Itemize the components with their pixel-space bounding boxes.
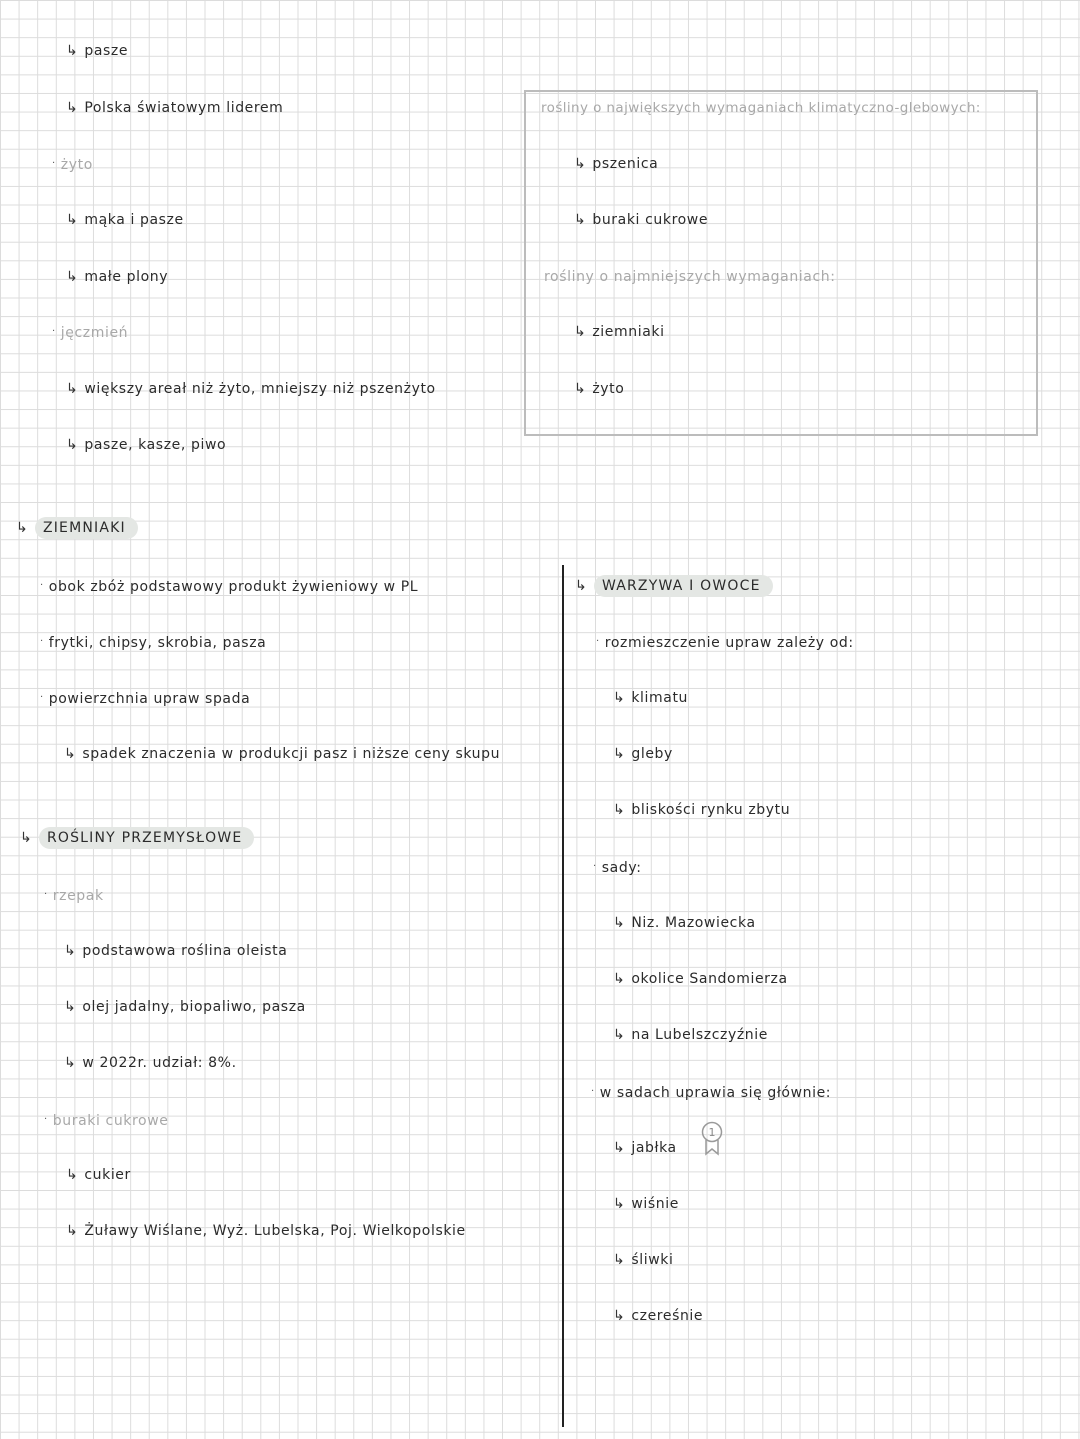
section-title: ↳ WARZYWA I OWOCE: [575, 577, 773, 595]
section-heading: · buraki cukrowe: [44, 1113, 169, 1129]
arrow-icon: ↳: [66, 269, 79, 285]
arrow-icon: ↳: [574, 156, 587, 172]
list-item: · rozmieszczenie upraw zależy od:: [596, 635, 854, 651]
arrow-icon: ↳: [613, 1308, 626, 1324]
arrow-icon: ↳: [66, 212, 79, 228]
section-heading: · żyto: [52, 157, 93, 173]
arrow-icon: ↳: [613, 1252, 626, 1268]
list-item: ↳ małe plony: [66, 269, 169, 285]
bullet-icon: ·: [40, 692, 44, 703]
arrow-icon: ↳: [66, 100, 79, 116]
list-item: ↳ w 2022r. udział: 8%.: [64, 1055, 237, 1071]
badge-number: 1: [708, 1126, 716, 1139]
bullet-icon: ·: [593, 861, 597, 872]
list-item: ↳ olej jadalny, biopaliwo, pasza: [64, 999, 306, 1015]
list-item: ↳ żyto: [574, 381, 625, 397]
arrow-icon: ↳: [66, 1167, 79, 1183]
list-item: ↳ Polska światowym liderem: [66, 100, 284, 116]
list-item: ↳ pasze: [66, 43, 129, 59]
list-item: ↳ pasze, kasze, piwo: [66, 437, 227, 453]
award-ribbon-icon: [701, 1121, 723, 1157]
list-item: ↳ cukier: [66, 1167, 131, 1183]
bullet-icon: ·: [44, 1114, 48, 1125]
section-title: ↳ ROŚLINY PRZEMYSŁOWE: [20, 829, 254, 847]
section-title: ↳ ZIEMNIAKI: [16, 519, 138, 537]
arrow-icon: ↳: [66, 1223, 79, 1239]
arrow-icon: ↳: [66, 381, 79, 397]
list-item: ↳ spadek znaczenia w produkcji pasz i niższe ceny skupu: [64, 746, 501, 762]
arrow-icon: ↳: [20, 830, 33, 846]
arrow-icon: ↳: [64, 943, 77, 959]
section-heading: · jęczmień: [52, 325, 129, 341]
arrow-icon: ↳: [575, 578, 588, 594]
arrow-icon: ↳: [613, 1196, 626, 1212]
list-item: ↳ gleby: [613, 746, 673, 762]
bullet-icon: ·: [44, 889, 48, 900]
arrow-icon: ↳: [613, 971, 626, 987]
arrow-icon: ↳: [574, 324, 587, 340]
bullet-icon: ·: [40, 636, 44, 647]
bullet-icon: ·: [52, 326, 56, 337]
arrow-icon: ↳: [613, 915, 626, 931]
section-heading: · rzepak: [44, 888, 104, 904]
bullet-icon: ·: [52, 158, 56, 169]
list-item: · w sadach uprawia się głównie:: [591, 1085, 832, 1101]
arrow-icon: ↳: [613, 802, 626, 818]
bullet-icon: ·: [596, 636, 600, 647]
bullet-icon: ·: [591, 1086, 595, 1097]
list-item: ↳ klimatu: [613, 690, 689, 706]
box-heading: rośliny o najmniejszych wymaganiach:: [544, 269, 836, 285]
arrow-icon: ↳: [574, 381, 587, 397]
arrow-icon: ↳: [66, 437, 79, 453]
list-item: ↳ pszenica: [574, 156, 659, 172]
list-item: ↳ podstawowa roślina oleista: [64, 943, 288, 959]
box-heading: rośliny o największych wymaganiach klimatyczno-glebowych:: [541, 100, 981, 116]
list-item: · obok zbóż podstawowy produkt żywieniowy w PL: [40, 579, 419, 595]
list-item: ↳ śliwki: [613, 1252, 674, 1268]
arrow-icon: ↳: [613, 1140, 626, 1156]
arrow-icon: ↳: [64, 1055, 77, 1071]
column-divider: [562, 565, 564, 1427]
section-heading: · sady:: [593, 860, 642, 876]
arrow-icon: ↳: [574, 212, 587, 228]
list-item: ↳ większy areał niż żyto, mniejszy niż pszenżyto: [66, 381, 436, 397]
list-item: ↳ Niz. Mazowiecka: [613, 915, 756, 931]
list-item: ↳ wiśnie: [613, 1196, 679, 1212]
list-item: ↳ buraki cukrowe: [574, 212, 709, 228]
list-item: ↳ Żuławy Wiślane, Wyż. Lubelska, Poj. Wielkopolskie: [66, 1223, 466, 1239]
bullet-icon: ·: [40, 580, 44, 591]
arrow-icon: ↳: [16, 520, 29, 536]
list-item: ↳ ziemniaki: [574, 324, 665, 340]
list-item: ↳ bliskości rynku zbytu: [613, 802, 791, 818]
arrow-icon: ↳: [613, 746, 626, 762]
arrow-icon: ↳: [66, 43, 79, 59]
list-item: ↳ mąka i pasze: [66, 212, 184, 228]
list-item: · powierzchnia upraw spada: [40, 691, 251, 707]
arrow-icon: ↳: [64, 746, 77, 762]
list-item: ↳ jabłka: [613, 1140, 677, 1156]
list-item: · frytki, chipsy, skrobia, pasza: [40, 635, 267, 651]
list-item: ↳ okolice Sandomierza: [613, 971, 788, 987]
list-item: ↳ na Lubelszczyźnie: [613, 1027, 768, 1043]
arrow-icon: ↳: [613, 1027, 626, 1043]
list-item: ↳ czereśnie: [613, 1308, 704, 1324]
arrow-icon: ↳: [64, 999, 77, 1015]
arrow-icon: ↳: [613, 690, 626, 706]
